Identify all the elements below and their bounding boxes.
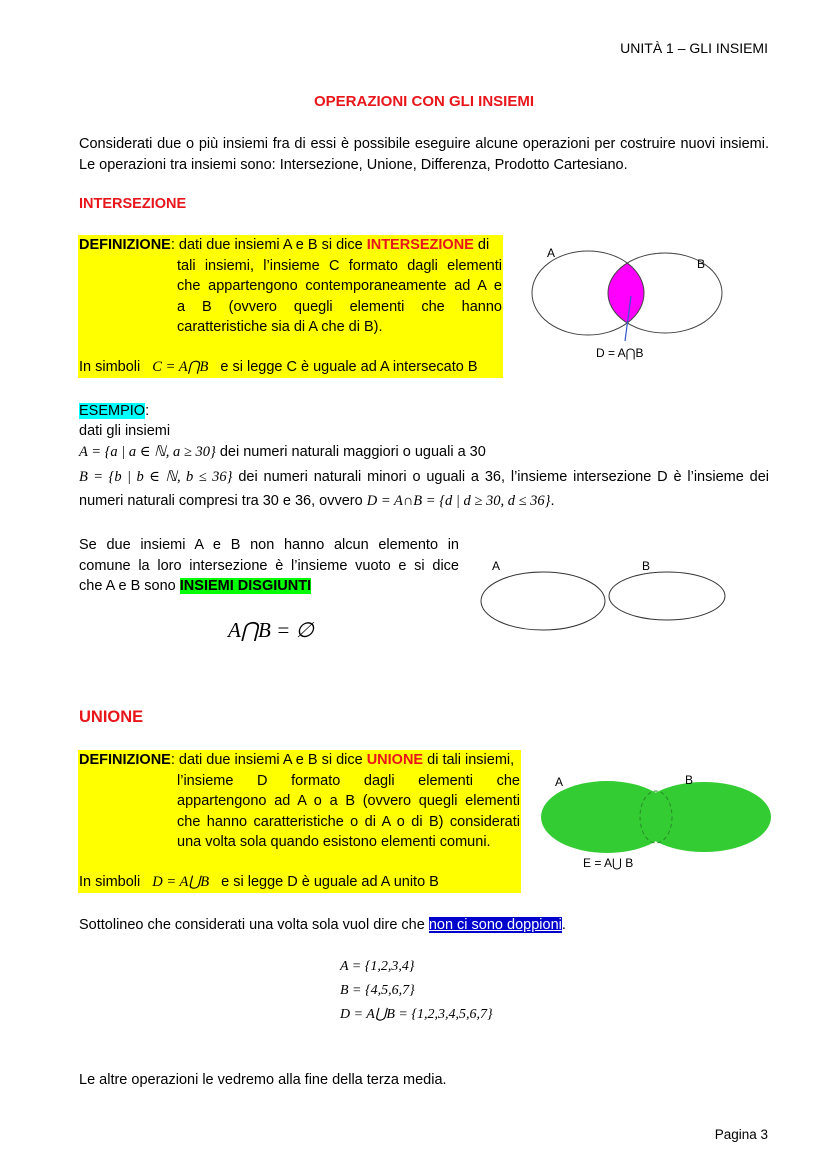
example-line: dati gli insiemi — [79, 423, 171, 439]
disjoint-line: Se due insiemi A e B non hanno alcun elemento in — [79, 537, 459, 553]
example-colon: : — [145, 403, 150, 419]
example-label-line — [79, 401, 149, 421]
note-line — [79, 915, 566, 935]
definition-box-unione — [78, 750, 521, 893]
definition-line: a B (ovvero quegli elementi che hanno — [177, 298, 502, 315]
page-title: OPERAZIONI CON GLI INSIEMI — [313, 93, 534, 110]
set-a-ellipse — [481, 572, 605, 630]
set-b-description: dei numeri naturali minori o uguali a 36, l’insieme intersezione D è l’insieme dei — [238, 469, 770, 485]
symbol-label: In simboli — [79, 359, 141, 375]
label-b: B — [697, 257, 706, 271]
set-b-ellipse — [637, 782, 771, 852]
disjoint-formula: A⋂B = ∅ — [228, 618, 314, 642]
section-heading-intersezione: INTERSEZIONE — [79, 196, 187, 212]
definition-text: : dati due insiemi A e B si dice — [170, 237, 367, 253]
note-text: Sottolineo che considerati una volta sola vuol dire che — [79, 917, 429, 933]
definition-box-intersezione — [78, 235, 503, 378]
section-heading-unione: UNIONE — [79, 708, 144, 726]
set-d-description: numeri naturali compresi tra 30 e 36, ovvero — [79, 493, 363, 509]
definition-text: : dati due insiemi A e B si dice — [170, 752, 367, 768]
definition-first-line — [79, 750, 521, 771]
definition-line: tali insiemi, l’insieme C formato dagli elementi — [177, 257, 502, 274]
diagram-caption: E = A⋃ B — [583, 856, 634, 870]
definition-line: caratteristiche sia di A che di B). — [177, 319, 383, 335]
venn-union-diagram — [535, 770, 780, 875]
label-b: B — [642, 559, 651, 573]
set-a-description: dei numeri naturali maggiori o uguali a 30 — [219, 444, 486, 460]
definition-term: INTERSEZIONE — [366, 237, 474, 253]
intro-paragraph: Considerati due o più insiemi fra di essi è possibile eseguire alcune operazioni per costruire nuovi insiemi. Le operazioni tra insiemi sono: Intersezione, Unione, Differenza, Prodotto Cartesiano. — [79, 136, 769, 173]
definition-line: che hanno caratteristiche o di A o di B) considerati — [177, 813, 520, 830]
definition-line: appartengono ad A o a B (ovvero quegli elementi — [177, 793, 520, 809]
venn-intersection-diagram — [525, 240, 745, 365]
disjoint-sets-diagram — [475, 555, 735, 635]
disjoint-text: che A e B sono — [79, 578, 180, 594]
label-b: B — [685, 773, 694, 787]
disjoint-paragraph — [79, 535, 459, 597]
definition-first-line — [79, 235, 503, 256]
example-label: ESEMPIO — [79, 403, 146, 419]
note-highlight: non ci sono doppioni — [428, 917, 562, 933]
symbol-line — [79, 357, 503, 378]
example-set-d — [79, 491, 554, 511]
set-d-formula: D = A∩B = {d | d ≥ 30, d ≤ 36} — [366, 493, 551, 509]
diagram-caption: D = A⋂B — [596, 346, 644, 360]
definition-text-end: di tali insiemi, — [423, 752, 515, 768]
definition-term: UNIONE — [366, 752, 424, 768]
set-example: A = {1,2,3,4} — [340, 959, 415, 974]
disjoint-line — [79, 576, 459, 597]
label-a: A — [547, 246, 556, 260]
set-b-formula: B = {b | b ∈ ℕ, b ≤ 36} — [79, 469, 233, 485]
definition-line: l’insieme D formato dagli elementi che — [177, 772, 520, 789]
definition-line: una volta sola quando esistono elementi comuni. — [177, 834, 491, 850]
symbol-formula: D = A⋃B — [152, 874, 210, 890]
page-number: Pagina 3 — [714, 1127, 768, 1142]
page-header: UNITÀ 1 – GLI INSIEMI — [620, 40, 768, 56]
disjoint-line: comune la loro intersezione è l’insieme vuoto e si dice — [79, 557, 459, 574]
example-set-a — [79, 442, 486, 462]
symbol-label: In simboli — [79, 874, 141, 890]
symbol-line — [79, 872, 521, 893]
closing-line: Le altre operazioni le vedremo alla fine della terza media. — [79, 1072, 447, 1088]
symbol-formula: C = A⋂B — [152, 359, 209, 375]
set-b-ellipse — [609, 572, 725, 620]
definition-label: DEFINIZIONE — [79, 752, 171, 768]
example-set-b — [79, 467, 769, 487]
symbol-reading: e si legge C è uguale ad A intersecato B — [220, 359, 478, 375]
label-a: A — [555, 775, 564, 789]
definition-line: che appartengono contemporaneamente ad A e — [177, 278, 502, 294]
set-a-formula: A = {a | a ∈ ℕ, a ≥ 30} — [79, 444, 216, 460]
disjoint-term: INSIEMI DISGIUNTI — [179, 578, 312, 594]
definition-label: DEFINIZIONE — [79, 237, 171, 253]
label-a: A — [492, 559, 501, 573]
definition-text-end: di — [473, 237, 490, 253]
period: . — [550, 493, 555, 509]
set-example: B = {4,5,6,7} — [340, 983, 415, 998]
symbol-reading: e si legge D è uguale ad A unito B — [221, 874, 439, 890]
note-period: . — [561, 917, 566, 933]
set-examples — [340, 955, 493, 1027]
set-example: D = A⋃B = {1,2,3,4,5,6,7} — [340, 1007, 493, 1022]
